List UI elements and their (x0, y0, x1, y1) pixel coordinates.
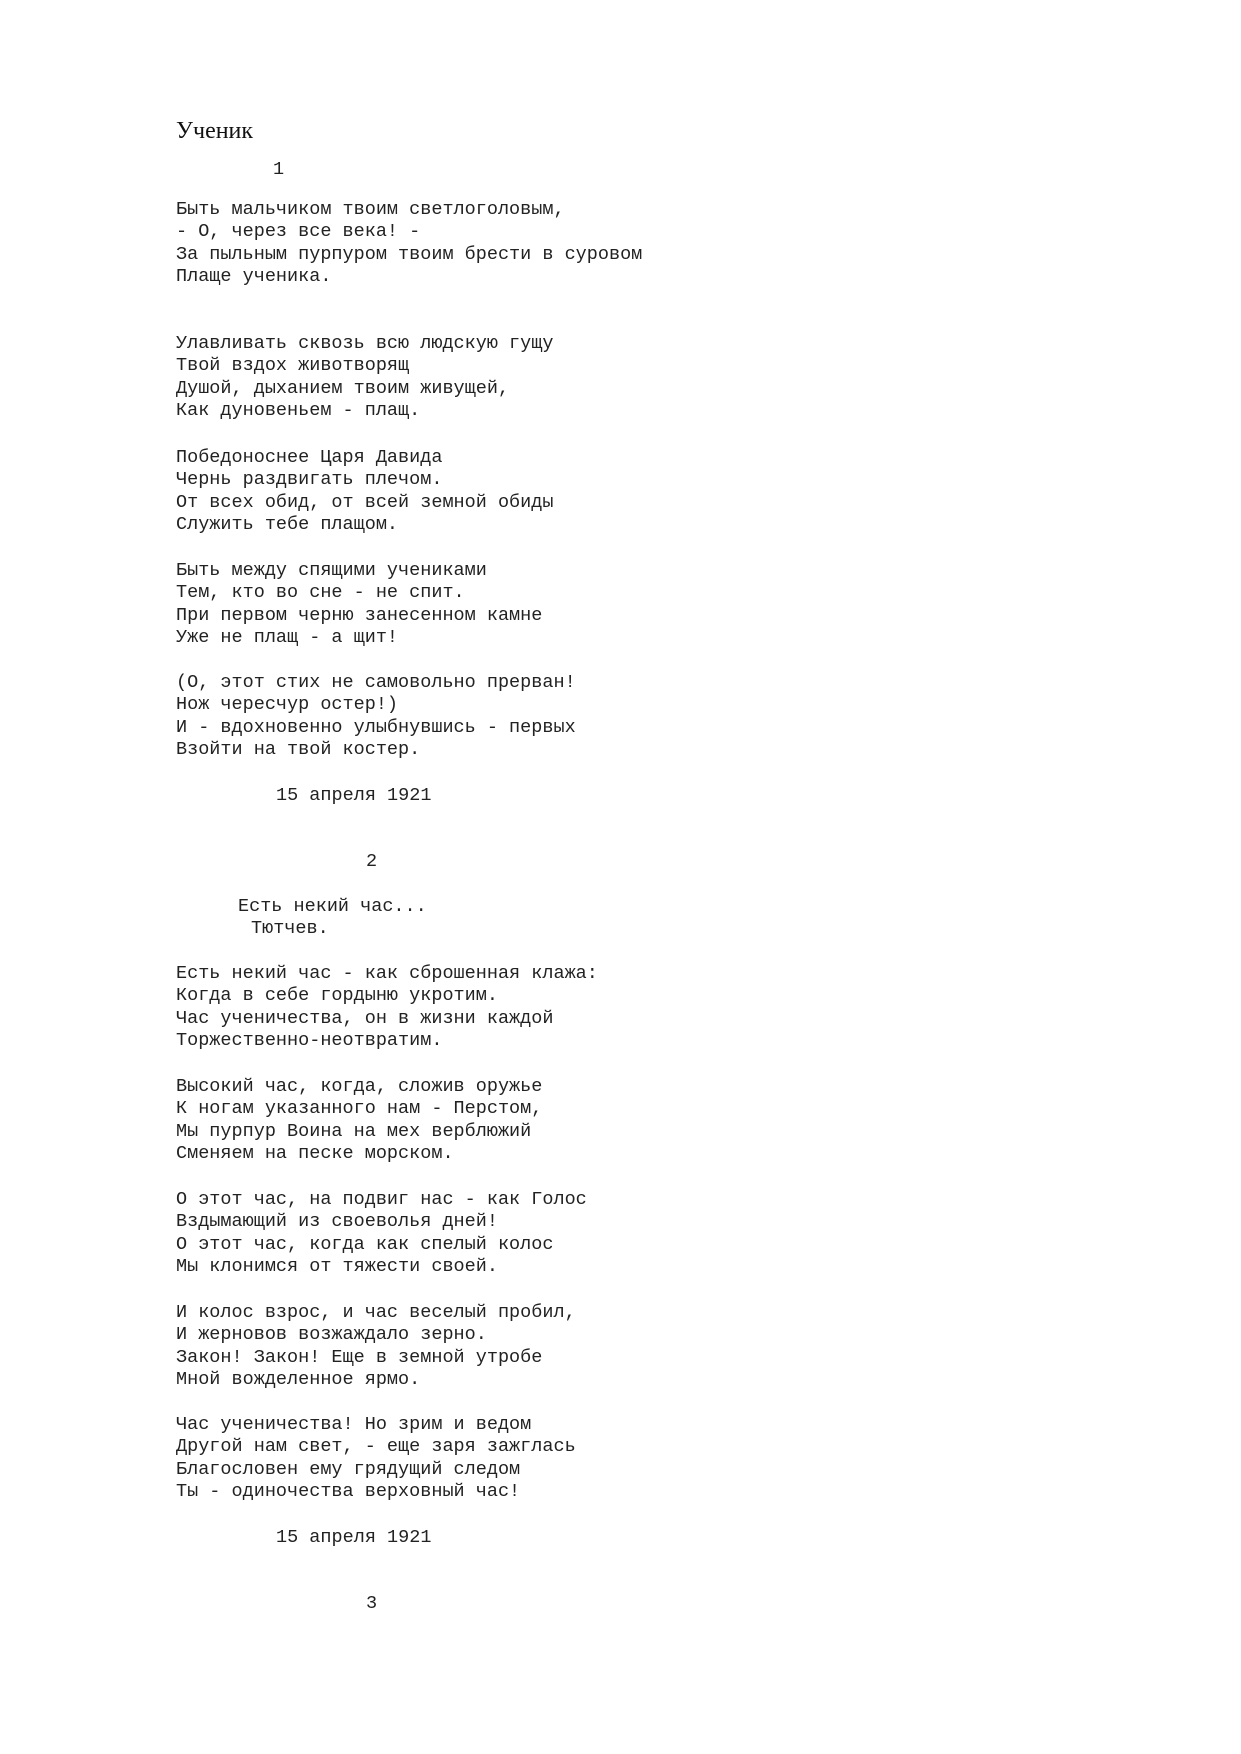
section-2-stanza-4: И колос взрос, и час веселый пробил, И жерновов возжаждало зерно. Закон! Закон! Еще в земной утробе Мной вожделенное ярмо. (176, 1302, 576, 1391)
section-number-3: 3 (366, 1593, 378, 1614)
section-2-stanza-2: Высокий час, когда, сложив оружье К ногам указанного нам - Перстом, Мы пурпур Воина на мех верблюжий Сменяем на песке морском. (176, 1076, 543, 1165)
section-number-1: 1 (273, 159, 285, 180)
section-1-stanza-3: Победоноснее Царя Давида Чернь раздвигать плечом. От всех обид, от всей земной обиды Служить тебе плащом. (176, 447, 554, 536)
epigraph-text: Есть некий час... (238, 896, 427, 917)
section-1-stanza-2: Улавливать сквозь всю людскую гущу Твой вздох животворящ Душой, дыханием твоим живущей, Как дуновеньем - плащ. (176, 333, 554, 422)
poem-title: Ученик (176, 118, 254, 144)
section-1-stanza-1: Быть мальчиком твоим светлоголовым, - О, через все века! - За пыльным пурпуром твоим брести в суровом Плаще ученика. (176, 199, 643, 288)
section-2-date: 15 апреля 1921 (276, 1527, 432, 1548)
section-1-stanza-5: (О, этот стих не самовольно прерван! Нож чересчур остер!) И - вдохновенно улыбнувшись - первых Взойти на твой костер. (176, 672, 576, 761)
section-2-stanza-3: О этот час, на подвиг нас - как Голос Вздымающий из своеволья дней! О этот час, когда как спелый колос Мы клонимся от тяжести своей. (176, 1189, 587, 1278)
section-2-stanza-5: Час ученичества! Но зрим и ведом Другой нам свет, - еще заря зажглась Благословен ему грядущий следом Ты - одиночества верховный час! (176, 1414, 576, 1503)
section-1-stanza-4: Быть между спящими учениками Тем, кто во сне - не спит. При первом черню занесенном камне Уже не плащ - а щит! (176, 560, 543, 649)
epigraph-author: Тютчев. (251, 918, 329, 939)
section-1-date: 15 апреля 1921 (276, 785, 432, 806)
section-2-stanza-1: Есть некий час - как сброшенная клажа: Когда в себе гордыню укротим. Час ученичества, он в жизни каждой Торжественно-неотвратим. (176, 963, 598, 1052)
section-number-2: 2 (366, 851, 378, 872)
